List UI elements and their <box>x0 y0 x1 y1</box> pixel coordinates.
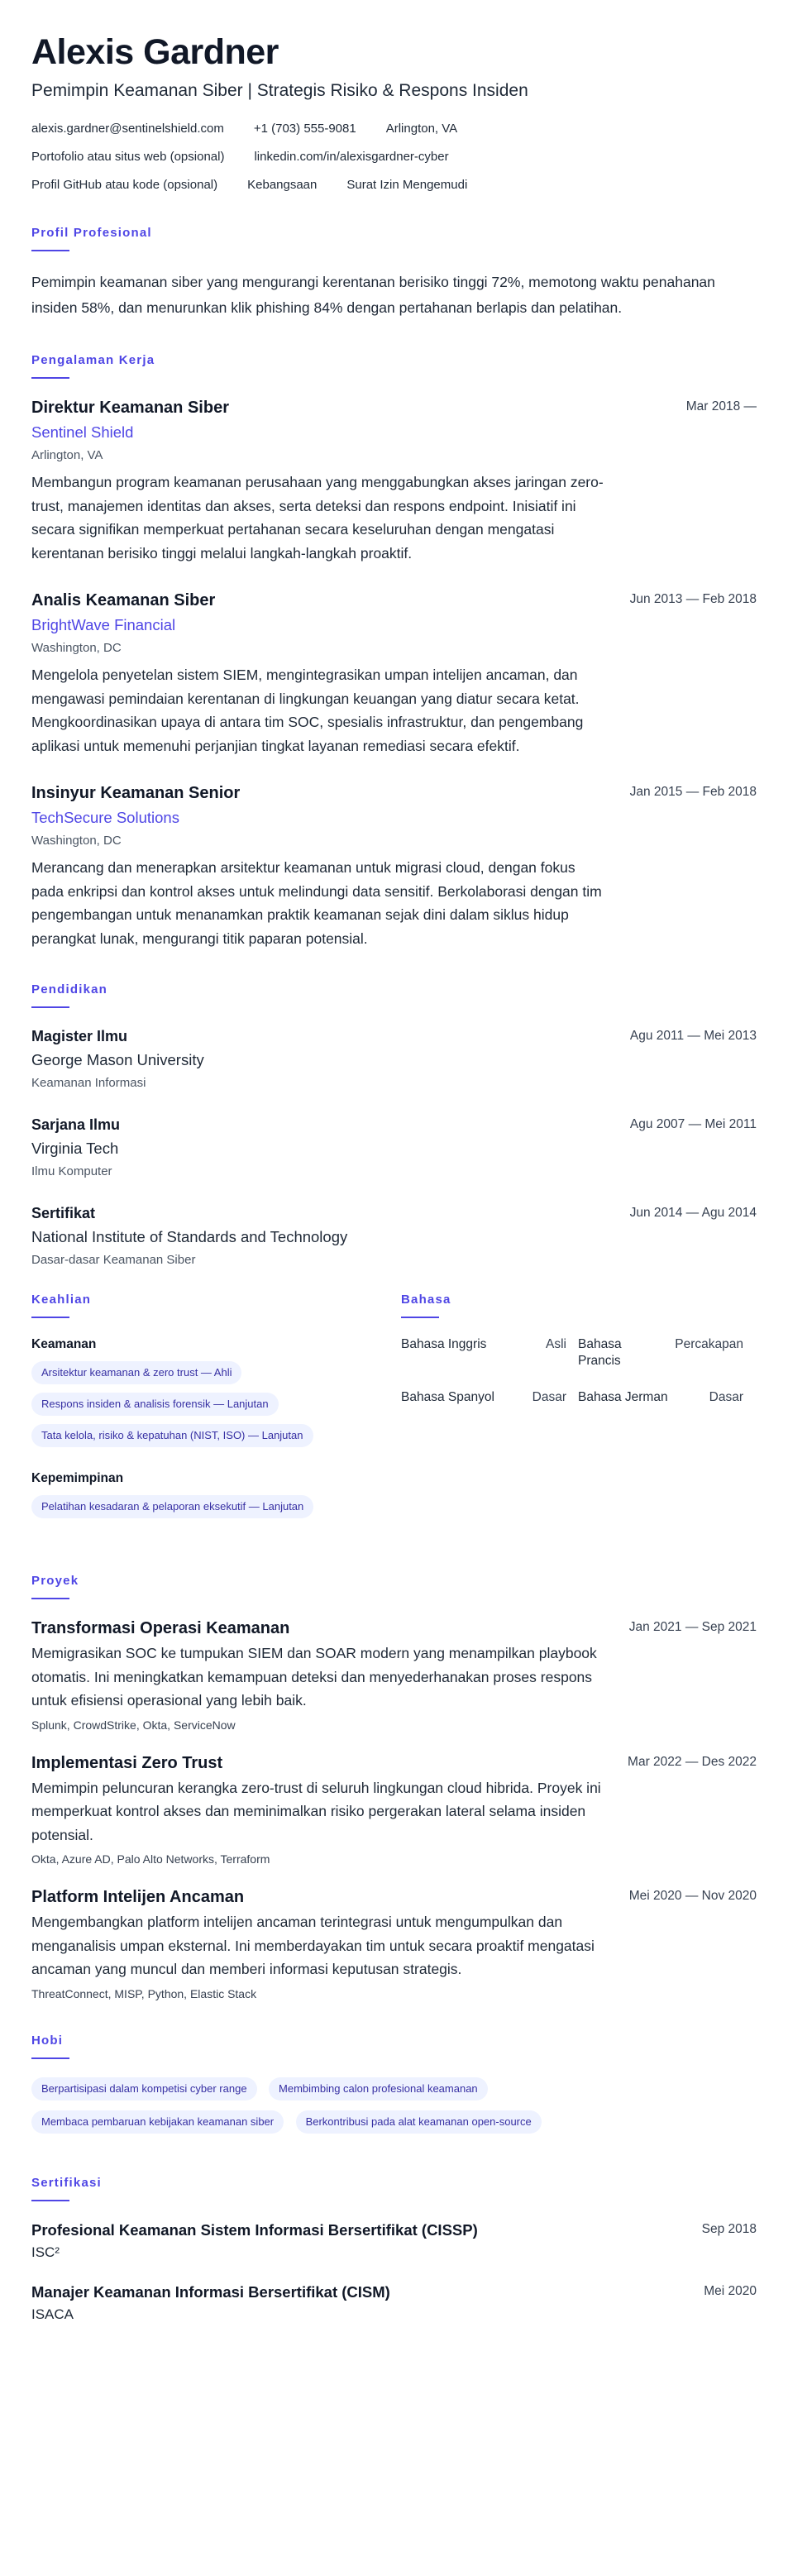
language-name: Bahasa Jerman <box>578 1390 668 1404</box>
language-name: Bahasa Inggris <box>401 1337 487 1351</box>
hobby-chip: Membaca pembaruan kebijakan keamanan siber <box>31 2110 284 2134</box>
profile-summary: Pemimpin keamanan siber yang mengurangi kerentanan berisiko tinggi 72%, memotong waktu penahanan insiden 58%, dan menurunkan klik phishing 84% dengan pertahanan berlapis dan pelatihan. <box>31 274 715 316</box>
contact-nationality: Kebangsaan <box>247 178 318 192</box>
project-tech: ThreatConnect, MISP, Python, Elastic Stack <box>31 1986 257 2000</box>
section-divider <box>31 1317 69 1318</box>
language-name: Bahasa Prancis <box>578 1337 622 1368</box>
job-location: Arlington, VA <box>31 448 103 462</box>
skills-languages-row <box>31 1292 757 1541</box>
section-divider <box>31 250 69 251</box>
project-date: Mar 2022 — Des 2022 <box>628 1754 757 1769</box>
section-divider <box>401 1317 439 1318</box>
skill-group-title: Kepemimpinan <box>31 1471 124 1485</box>
job-date: Mar 2018 — <box>685 399 757 413</box>
language-item <box>578 1389 743 1406</box>
hobby-chip: Berkontribusi pada alat keamanan open-source <box>296 2110 542 2134</box>
education-item <box>31 1115 757 1180</box>
section-title-education: Pendidikan <box>31 982 108 996</box>
contact-info <box>31 121 757 194</box>
section-title-languages: Bahasa <box>401 1293 451 1307</box>
contact-email[interactable]: alexis.gardner@sentinelshield.com <box>31 122 224 136</box>
school-name: George Mason University <box>31 1051 204 1068</box>
school-name: Virginia Tech <box>31 1140 119 1157</box>
skill-chip: Respons insiden & analisis forensik — Lanjutan <box>31 1393 279 1416</box>
skill-group <box>31 1470 387 1527</box>
profile-section <box>31 225 757 321</box>
certifications-section <box>31 2175 757 2324</box>
section-title-profile: Profil Profesional <box>31 226 152 240</box>
skill-group-title: Keamanan <box>31 1337 97 1351</box>
certification-name: Manajer Keamanan Informasi Bersertifikat (CISM) <box>31 2282 390 2301</box>
job-description: Merancang dan menerapkan arsitektur keamanan untuk migrasi cloud, dengan fokus pada enkripsi dan kontrol akses untuk melindungi data sensitif. Berkolaborasi dengan tim pengembangan untuk menanamkan praktik keamanan sejak dini dalam siklus hidup perangkat lunak, mengurangi titik paparan potensial. <box>31 859 602 947</box>
section-divider <box>31 1598 69 1599</box>
project-item <box>31 1886 757 2001</box>
degree: Sarjana Ilmu <box>31 1116 121 1133</box>
job-location: Washington, DC <box>31 641 122 655</box>
project-name: Platform Intelijen Ancaman <box>31 1888 245 1906</box>
language-item <box>401 1389 566 1406</box>
field-of-study: Dasar-dasar Keamanan Siber <box>31 1253 196 1267</box>
resume-header <box>31 31 757 194</box>
project-description: Mengembangkan platform intelijen ancaman terintegrasi untuk mengumpulkan dan menganalisis umpan eksternal. Ini memberdayakan tim untuk secara proaktif mengatasi ancaman yang muncul dan memberi informasi keputusan strategis. <box>31 1914 595 1977</box>
project-tech: Splunk, CrowdStrike, Okta, ServiceNow <box>31 1718 236 1732</box>
section-title-hobbies: Hobi <box>31 2033 64 2048</box>
language-level: Dasar <box>532 1390 566 1404</box>
school-name: National Institute of Standards and Technology <box>31 1228 348 1245</box>
contact-license: Surat Izin Mengemudi <box>346 178 468 192</box>
skill-group <box>31 1336 387 1455</box>
education-item <box>31 1026 757 1092</box>
job-description: Mengelola penyetelan sistem SIEM, mengintegrasikan umpan intelijen ancaman, dan mengawasi pemindaian kerentanan di lingkungan keuangan yang diatur secara ketat. Mengkoordinasikan upaya di antara tim SOC, spesialis infrastruktur, dan pengembang aplikasi untuk memenuhi perjanjian tingkat layanan remediasi secara efektif. <box>31 667 584 754</box>
section-title-skills: Keahlian <box>31 1293 92 1307</box>
certification-item <box>31 2220 757 2262</box>
education-date: Jun 2014 — Agu 2014 <box>629 1206 757 1220</box>
section-title-certifications: Sertifikasi <box>31 2175 102 2190</box>
skill-chip: Pelatihan kesadaran & pelaporan eksekutif — Lanjutan <box>31 1495 313 1518</box>
company-name: TechSecure Solutions <box>31 809 179 826</box>
project-item <box>31 1752 757 1867</box>
language-level: Dasar <box>709 1390 743 1404</box>
skill-chip: Tata kelola, risiko & kepatuhan (NIST, ISO) — Lanjutan <box>31 1424 313 1447</box>
job-title: Direktur Keamanan Siber <box>31 399 229 417</box>
section-divider <box>31 1006 69 1008</box>
company-name: BrightWave Financial <box>31 616 176 633</box>
project-date: Mei 2020 — Nov 2020 <box>628 1889 757 1903</box>
contact-location: Arlington, VA <box>385 122 458 136</box>
hobbies-section <box>31 2033 757 2143</box>
certification-name: Profesional Keamanan Sistem Informasi Bersertifikat (CISSP) <box>31 2220 478 2239</box>
job-title: Insinyur Keamanan Senior <box>31 784 241 802</box>
contact-portfolio[interactable]: Portofolio atau situs web (opsional) <box>31 150 225 164</box>
language-item <box>578 1336 743 1369</box>
field-of-study: Ilmu Komputer <box>31 1164 112 1178</box>
candidate-headline: Pemimpin Keamanan Siber | Strategis Risiko & Respons Insiden <box>31 81 528 100</box>
certification-date: Mei 2020 <box>704 2283 757 2298</box>
section-divider <box>31 2057 69 2059</box>
education-date: Agu 2011 — Mei 2013 <box>629 1029 757 1043</box>
education-date: Agu 2007 — Mei 2011 <box>629 1117 757 1131</box>
project-date: Jan 2021 — Sep 2021 <box>628 1620 757 1634</box>
certification-date: Sep 2018 <box>701 2221 757 2236</box>
language-level: Asli <box>546 1337 566 1351</box>
project-name: Transformasi Operasi Keamanan <box>31 1619 290 1637</box>
project-name: Implementasi Zero Trust <box>31 1753 223 1772</box>
section-divider <box>31 2200 69 2201</box>
contact-linkedin[interactable]: linkedin.com/in/alexisgardner-cyber <box>254 150 449 164</box>
education-item <box>31 1203 757 1269</box>
contact-github[interactable]: Profil GitHub atau kode (opsional) <box>31 178 218 192</box>
job-date: Jun 2013 — Feb 2018 <box>629 592 757 606</box>
degree: Magister Ilmu <box>31 1028 128 1044</box>
degree: Sertifikat <box>31 1205 96 1221</box>
project-description: Memigrasikan SOC ke tumpukan SIEM dan SOAR modern yang menampilkan playbook otomatis. Ini meningkatkan kemampuan deteksi dan menyederhanakan proses respons untuk efisiensi operasional yang lebih baik. <box>31 1645 597 1709</box>
certification-item <box>31 2282 757 2324</box>
section-title-experience: Pengalaman Kerja <box>31 353 155 367</box>
section-divider <box>31 377 69 379</box>
experience-item <box>31 782 757 950</box>
section-title-projects: Proyek <box>31 1574 79 1588</box>
skill-chip: Arsitektur keamanan & zero trust — Ahli <box>31 1361 241 1384</box>
job-title: Analis Keamanan Siber <box>31 591 216 609</box>
job-date: Jan 2015 — Feb 2018 <box>629 785 757 799</box>
candidate-name: Alexis Gardner <box>31 32 279 72</box>
job-location: Washington, DC <box>31 834 122 848</box>
experience-item <box>31 397 757 565</box>
projects-section <box>31 1573 757 2001</box>
hobby-chip: Berpartisipasi dalam kompetisi cyber range <box>31 2077 257 2100</box>
language-item <box>401 1336 566 1369</box>
certification-issuer: ISACA <box>31 2306 74 2322</box>
languages-section <box>401 1292 757 1541</box>
hobby-chip: Membimbing calon profesional keamanan <box>269 2077 488 2100</box>
project-description: Memimpin peluncuran kerangka zero-trust di seluruh lingkungan cloud hibrida. Proyek ini memperkuat kontrol akses dan meminimalkan risiko pergerakan lateral selama insiden potensial. <box>31 1779 601 1843</box>
project-tech: Okta, Azure AD, Palo Alto Networks, Terraform <box>31 1852 270 1866</box>
skills-section <box>31 1292 387 1541</box>
language-name: Bahasa Spanyol <box>401 1390 494 1404</box>
field-of-study: Keamanan Informasi <box>31 1076 146 1090</box>
language-level: Percakapan <box>675 1337 743 1351</box>
job-description: Membangun program keamanan perusahaan yang menggabungkan akses jaringan zero-trust, manajemen identitas dan akses, serta deteksi dan respons endpoint. Inisiatif ini secara signifikan memperkuat pertahanan secara keseluruhan dengan mengatasi kerentanan berisiko tinggi melalui langkah-langkah proaktif. <box>31 474 604 562</box>
hobby-list <box>31 2077 757 2143</box>
experience-item <box>31 590 757 758</box>
experience-section <box>31 352 757 950</box>
education-section <box>31 982 757 1269</box>
language-list <box>401 1336 757 1406</box>
contact-phone[interactable]: +1 (703) 555-9081 <box>253 122 356 136</box>
project-item <box>31 1618 757 1732</box>
company-name: Sentinel Shield <box>31 423 134 441</box>
certification-issuer: ISC² <box>31 2244 60 2260</box>
